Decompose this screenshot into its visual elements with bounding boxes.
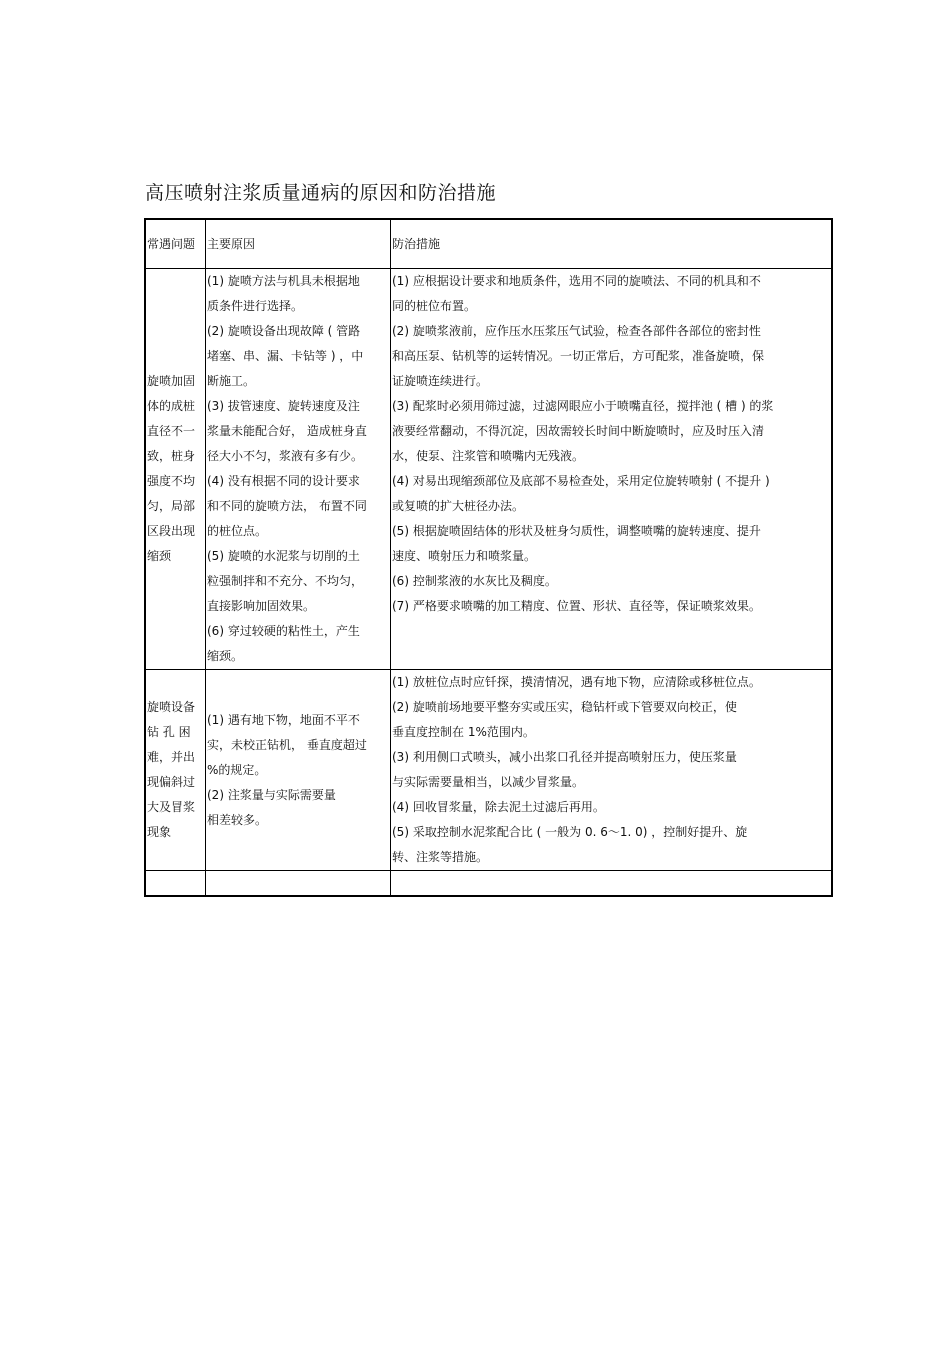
header-causes: 主要原因 [206,219,391,269]
text-line: (4) 对易出现缩颈部位及底部不易检查处，采用定位旋转喷射 ( 不提升 ) [392,474,770,488]
table-row [145,670,832,871]
table-row [145,269,832,670]
table-row-empty [145,871,832,897]
text-line: (6) 控制浆液的水灰比及稠度。 [392,574,557,588]
text-line: 致，桩身 [147,449,196,463]
text-line: 质条件进行选择。 [207,299,304,313]
text-line: 同的桩位布置。 [392,299,477,313]
text-line: (3) 配浆时必须用筛过滤，过滤网眼应小于喷嘴直径，搅拌池 ( 槽 ) 的浆 [392,399,774,413]
text-line: (1) 旋喷方法与机具未根据地 [207,274,360,288]
text-line: 旋喷设备 [147,700,196,714]
text-line: 水，使泵、注浆管和喷嘴内无残液。 [392,449,585,463]
text-line: 的桩位点。 [207,524,268,538]
text-line: 缩颈。 [207,649,244,663]
text-line: 直径不一 [147,424,196,438]
text-line: (1) 应根据设计要求和地质条件，选用不同的旋喷法、不同的机具和不 [392,274,761,288]
text-line: (5) 根据旋喷固结体的形状及桩身匀质性，调整喷嘴的旋转速度、提升 [392,524,761,538]
text-line: (4) 回收冒浆量，除去泥土过滤后再用。 [392,800,605,814]
text-line: (4) 没有根据不同的设计要求 [207,474,360,488]
text-line: 和不同的旋喷方法， 布置不同 [207,499,367,513]
text-line: 液要经常翻动，不得沉淀，因故需较长时间中断旋喷时，应及时压入清 [392,424,765,438]
text-line: 体的成桩 [147,399,196,413]
text-line: 难，并出 [147,750,196,764]
text-line: 直接影响加固效果。 [207,599,316,613]
causes-cell [206,670,391,871]
text-line: (2) 旋喷设备出现故障 ( 管路 [207,324,361,338]
text-line: 堵塞、串、漏、卡钻等 ) ，中 [207,349,364,363]
table-header-row [145,219,832,269]
text-line: (1) 放桩位点时应钎探，摸清情况，遇有地下物，应清除或移桩位点。 [392,675,761,689]
text-line: 或复喷的扩大桩径办法。 [392,499,525,513]
text-line: 缩颈 [147,549,172,563]
text-line: (7) 严格要求喷嘴的加工精度、位置、形状、直径等，保证喷浆效果。 [392,599,761,613]
header-problem: 常遇问题 [145,219,206,269]
text-line: (1) 遇有地下物，地面不平不 [207,712,360,727]
text-line: 实，未校正钻机， 垂直度超过 [207,737,367,752]
measures-cell [391,670,833,871]
text-line: %的规定。 [207,762,267,777]
text-line: 强度不均 [147,474,196,488]
text-line: 相差较多。 [207,812,268,827]
text-line: (6) 穿过较硬的粘性土，产生 [207,624,360,638]
text-line: 现偏斜过 [147,775,196,789]
text-line: 与实际需要量相当，以减少冒浆量。 [392,775,585,789]
empty-cell [391,871,833,897]
text-line: 浆量未能配合好， 造成桩身直 [207,424,367,438]
quality-defects-table [144,218,833,897]
text-line: 钻 孔 困 [147,725,191,739]
text-line: (3) 利用侧口式喷头，减小出浆口孔径并提高喷射压力，使压浆量 [392,750,737,764]
problem-cell [145,670,206,871]
text-line: (5) 采取控制水泥浆配合比 ( 一般为 0. 6～1. 0) ，控制好提升、旋 [392,825,748,839]
empty-cell [206,871,391,897]
text-line: 匀，局部 [147,499,196,513]
text-line: (2) 旋喷浆液前，应作压水压浆压气试验，检查各部件各部位的密封性 [392,324,761,338]
text-line: 速度、喷射压力和喷浆量。 [392,549,537,563]
text-line: 区段出现 [147,524,196,538]
text-line: (5) 旋喷的水泥浆与切削的土 [207,549,360,563]
text-line: (3) 拔管速度、旋转速度及注 [207,399,360,413]
text-line: 证旋喷连续进行。 [392,374,489,388]
document-title: 高压喷射注浆质量通病的原因和防治措施 [145,182,497,204]
text-line: 现象 [147,825,172,839]
text-line: 和高压泵、钻机等的运转情况。一切正常后，方可配浆，准备旋喷，保 [392,349,765,363]
empty-cell [145,871,206,897]
header-measures: 防治措施 [391,219,833,269]
text-line: (2) 注浆量与实际需要量 [207,787,336,802]
text-line: 大及冒浆 [147,800,196,814]
text-line: 转、注浆等措施。 [392,850,489,864]
text-line: 断施工。 [207,374,256,388]
text-line: 粒强制拌和不充分、不均匀， [207,574,364,588]
causes-cell [206,269,391,670]
text-line: 垂直度控制在 1%范围内。 [392,725,535,739]
text-line: 旋喷加固 [147,374,196,388]
text-line: 径大小不匀，浆液有多有少。 [207,449,364,463]
problem-cell [145,269,206,670]
text-line: (2) 旋喷前场地要平整夯实或压实，稳钻杆或下管要双向校正，使 [392,700,737,714]
measures-cell [391,269,833,670]
